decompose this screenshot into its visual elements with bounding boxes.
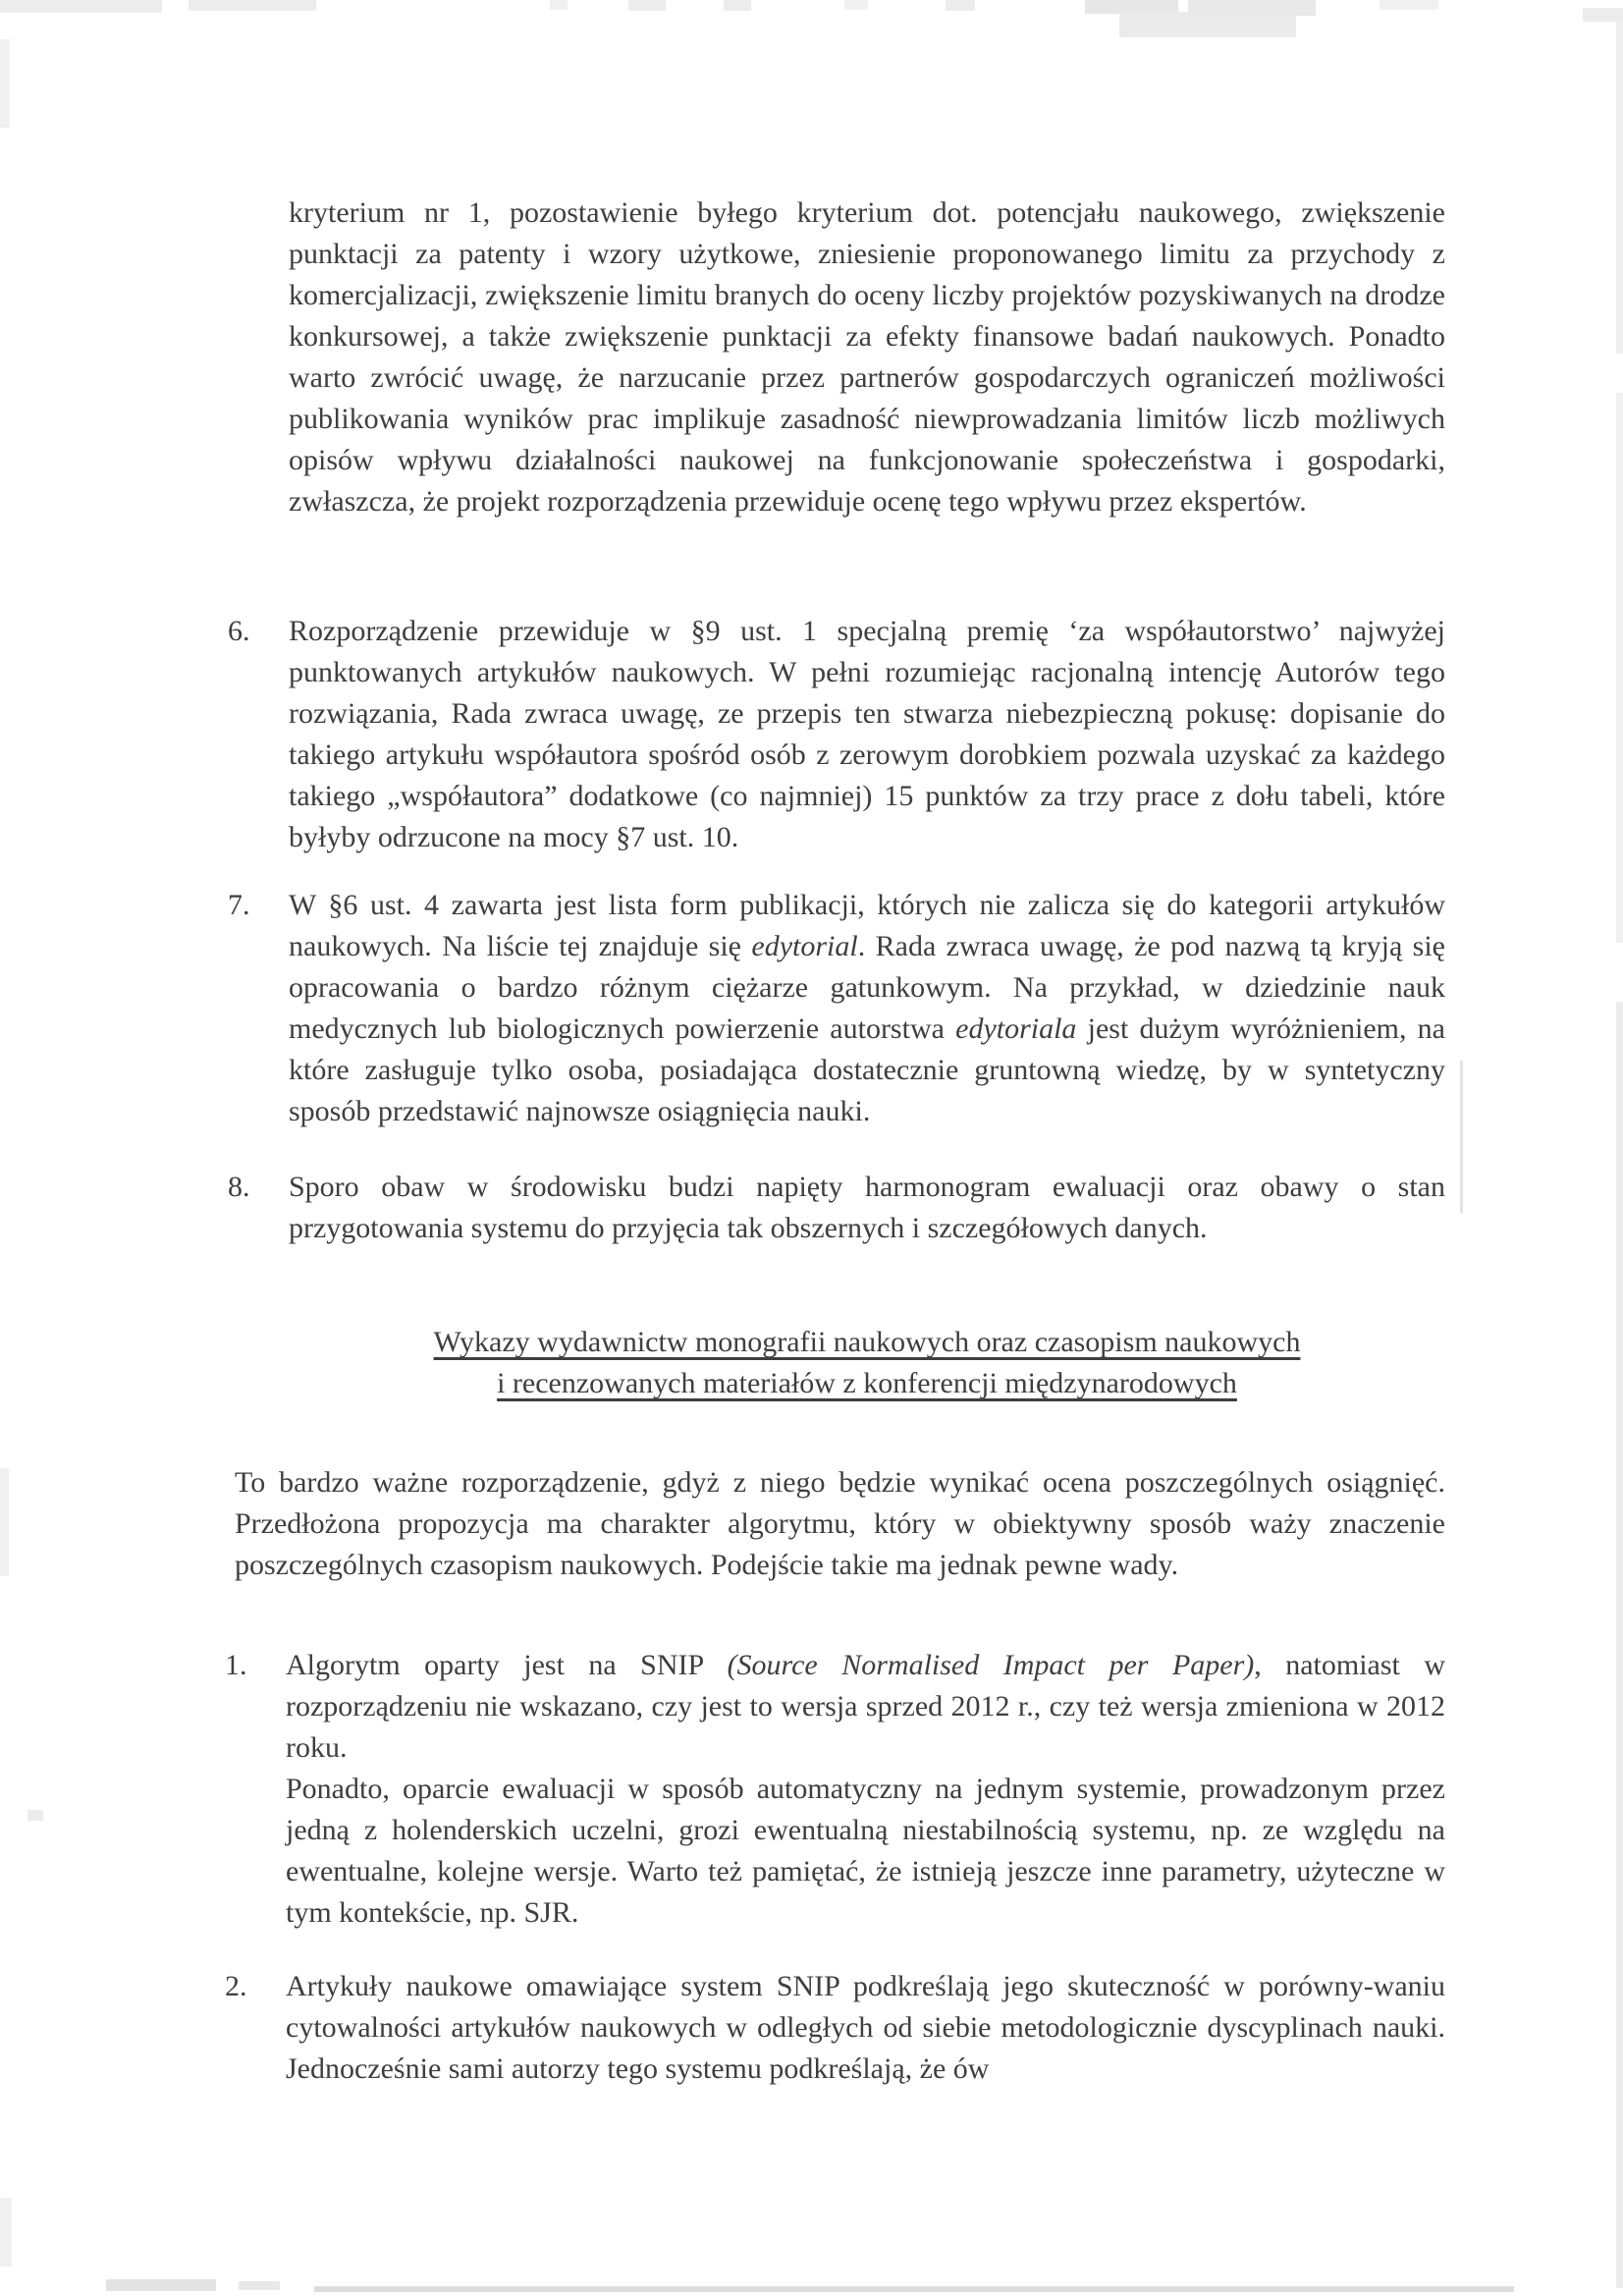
list-item-6-number: 6. xyxy=(228,615,250,647)
scan-artifact-top-left xyxy=(0,0,162,13)
scan-artifact-top xyxy=(1380,0,1438,10)
list-item-6-text: Rozporządzenie przewiduje w §9 ust. 1 specjalną premię ‘za współautorstwo’ najwyżej punktowanych artykułów naukowych. W pełni rozumiejąc racjonalną intencję Autorów tego rozwiązania, Rada zwraca uwagę, ze przepis ten stwarza niebezpieczną pokusę: dopisanie do takiego artykułu współautora spośród osób z zerowym dorobkiem pozwala uzyskać za każdego takiego „współautora” dodatkowe (co najmniej) 15 punktów za trzy prace z dołu tabeli, które byłyby odrzucone na mocy §7 ust. 10. xyxy=(289,615,1445,853)
scan-artifact-top xyxy=(189,0,316,11)
list-item-8-text: Sporo obaw w środowisku budzi napięty harmonogram ewaluacji oraz obawy o stan przygotowania systemu do przyjęcia tak obszernych i szczegółowych danych. xyxy=(289,1171,1445,1244)
scan-artifact-left-edge xyxy=(0,1468,9,1576)
scan-artifact-left-edge xyxy=(0,39,10,128)
scan-artifact-right-edge xyxy=(1616,393,1623,943)
list-item-8-number: 8. xyxy=(228,1171,250,1203)
list-item-2-text: Artykuły naukowe omawiające system SNIP podkreślają jego skuteczność w porówny-waniu cytowalności artykułów naukowych w odległych od siebie metodologicznie dyscyplinach nauki. Jednocześnie sami autorzy tego systemu podkreślają, że ów xyxy=(286,1970,1445,2085)
scan-artifact-top xyxy=(946,0,975,11)
scan-artifact-top xyxy=(550,0,568,10)
scan-artifact-left-smudge xyxy=(27,1810,43,1821)
list-item-8 xyxy=(228,1167,1445,1249)
scan-artifact-right-edge xyxy=(1616,20,1623,354)
scan-artifact-left-edge xyxy=(0,2198,12,2267)
list-item-2-number: 2. xyxy=(225,1970,247,2002)
list-item-6 xyxy=(228,611,1445,858)
scan-artifact-top xyxy=(844,0,868,10)
scan-artifact-bottom-bar xyxy=(314,2286,1514,2292)
list-item-1-text: Algorytm oparty jest na SNIP (Source Normalised Impact per Paper), natomiast w rozporządzeniu nie wskazano, czy jest to wersja sprzed 2012 r., czy też wersja zmieniona w 2012 roku. Ponadto, oparcie ewaluacji w sposób automatyczny na jednym systemie, prowadzonym przez jedną z holenderskich uczelni, grozi ewentualną niestabilnością systemu, np. ze względu na ewentualne, kolejne wersje. Warto też pamiętać, że istnieją jeszcze inne parametry, użyteczne w tym kontekście, np. SJR. xyxy=(286,1649,1446,1929)
scan-artifact-right-edge xyxy=(1616,1002,1623,2288)
scan-artifact-bottom xyxy=(106,2279,216,2291)
scan-artifact-top xyxy=(628,0,666,11)
list-item-1 xyxy=(225,1645,1445,1934)
list-item-1-number: 1. xyxy=(225,1649,247,1681)
list-item-2 xyxy=(225,1966,1445,2090)
continuation-paragraph: kryterium nr 1, pozostawienie byłego kryterium dot. potencjału naukowego, zwiększenie punktacji za patenty i wzory użytkowe, zniesienie proponowanego limitu za przychody z komercjalizacji, zwiększenie limitu branych do oceny liczby projektów pozyskiwanych na drodze konkursowej, a także zwiększenie punktacji za efekty finansowe badań naukowych. Ponadto warto zwrócić uwagę, że narzucanie przez partnerów gospodarczych ograniczeń możliwości publikowania wyników prac implikuje zasadność niewprowadzania limitów liczb możliwych opisów wpływu działalności naukowej na funkcjonowanie społeczeństwa i gospodarki, zwłaszcza, że projekt rozporządzenia przewiduje ocenę tego wpływu przez ekspertów. xyxy=(289,196,1445,518)
section-heading-line2: i recenzowanych materiałów z konferencji międzynarodowych xyxy=(497,1367,1237,1399)
scan-artifact-vertical-line xyxy=(1460,1061,1463,1213)
scan-artifact-bottom xyxy=(239,2281,280,2290)
list-item-7-text: W §6 ust. 4 zawarta jest lista form publikacji, których nie zalicza się do kategorii artykułów naukowych. Na liście tej znajduje się edytorial. Rada zwraca uwagę, że pod nazwą tą kryją się opracowania o bardzo różnym ciężarze gatunkowym. Na przykład, w dziedzinie nauk medycznych lub biologicznych powierzenie autorstwa edytoriala jest dużym wyróżnieniem, na które zasługuje tylko osoba, posiadająca dostatecznie gruntowną wiedzę, by w syntetyczny sposób przedstawić najnowsze osiągnięcia nauki. xyxy=(289,889,1446,1127)
scan-artifact-top xyxy=(724,0,751,11)
lead-paragraph: To bardzo ważne rozporządzenie, gdyż z niego będzie wynikać ocena poszczególnych osiągnięć. Przedłożona propozycja ma charakter algorytmu, który w obiektywny sposób waży znaczenie poszczególnych czasopism naukowych. Podejście takie ma jednak pewne wady. xyxy=(235,1466,1445,1581)
section-heading xyxy=(289,1322,1445,1404)
list-item-7 xyxy=(228,885,1445,1132)
section-heading-line1: Wykazy wydawnictw monografii naukowych oraz czasopism naukowych xyxy=(433,1326,1301,1358)
scan-artifact-top xyxy=(1188,0,1316,16)
list-item-7-number: 7. xyxy=(228,889,250,921)
